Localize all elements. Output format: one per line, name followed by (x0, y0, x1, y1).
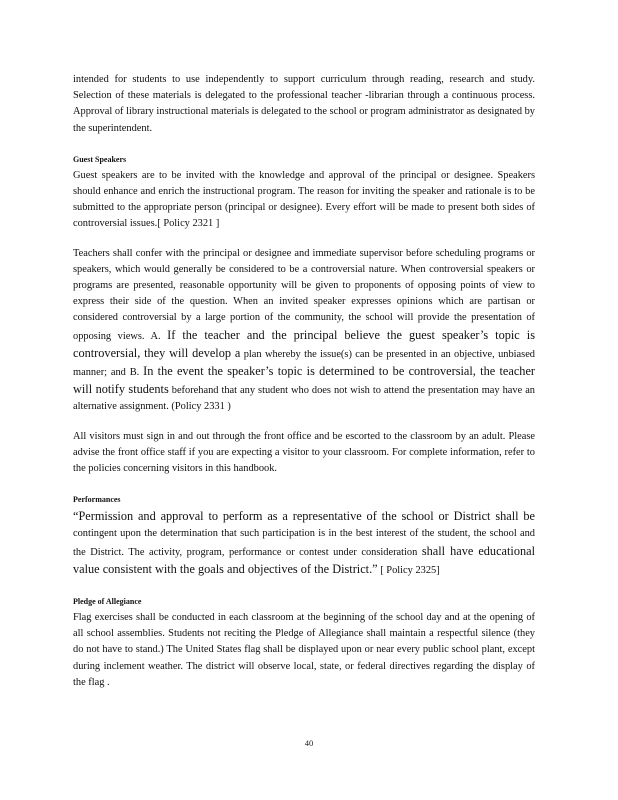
performances-middle: contingent upon the determination that such participation is in the best interest of the student, the school and the District. The activity, program, performance or contest under consideration (73, 528, 535, 558)
guest-speakers-paragraph-2 (73, 246, 535, 416)
pledge-paragraph: Flag exercises shall be conducted in each classroom at the beginning of the school day and at the opening of all school assemblies. Students not reciting the Pledge of Allegiance shall maintain a respectful silence (they do not have to stand.) The United States flag shall be displayed upon or near every public school plant, except during inclement weather. The district will observe local, state, or federal directives regarding the display of the flag . (73, 612, 535, 688)
visitors-paragraph: All visitors must sign in and out through the front office and be escorted to the classroom by an adult. Please advise the front office staff if you are expecting a visitor to your classroom. For complete information, refer to the policies concerning visitors in this handbook. (73, 430, 535, 475)
guest-speakers-paragraph-2-part-a: Teachers shall confer with the principal or designee and immediate supervisor before scheduling programs or speakers, which would generally be considered to be a controversial nature. When controversial speakers or programs are presented, reasonable opportunity will be given to proponents of opposing points of view to express their side of the question. When an invited speaker expresses opinions which are partisan or considered controversial by a large portion of the community, the school will provide the presentation of opposing views. A. (73, 247, 535, 342)
guest-speakers-heading: Guest Speakers (73, 154, 127, 164)
performances-paragraph (73, 508, 535, 579)
guest-speakers-paragraph-1: Guest speakers are to be invited with the knowledge and approval of the principal or designee. Speakers should enhance and enrich the instructional program. The reason for inviting the speaker and rationale is to be submitted to the appropriate person (principal or designee). Every effort will be made to present both sides of controversial issues.[ Policy 2321 ] (73, 169, 535, 230)
document-page (73, 72, 535, 691)
performances-heading: Performances (73, 495, 121, 505)
pledge-heading: Pledge of Allegiance (73, 597, 142, 607)
performances-line-1: “Permission and approval to perform as a representative of the school or District shall be (73, 509, 535, 524)
guest-speakers-paragraph-2-part-c: plan whereby the issue(s) can be presented in an objective, unbiased manner; and B. (73, 348, 536, 379)
performances-line-3: shall have educational value consistent with the goals and objectives of the District.” (73, 543, 536, 576)
page-number: 40 (304, 738, 314, 748)
guest-speakers-paragraph-2-part-b: If the teacher and the principal believe the guest speaker’s topic is controversial, they will develop a (73, 327, 535, 360)
guest-speakers-paragraph-2-part-e: beforehand that any student who does not wish to attend the presentation may have an alternative assignment. (Policy 2331 ) (73, 385, 535, 413)
guest-speakers-paragraph-2-part-d: In the event the speaker’s topic is determined to be controversial, the teacher will notify students (73, 364, 535, 397)
intro-paragraph: intended for students to use independently to support curriculum through reading, research and study. Selection of these materials is delegated to the professional teacher -librarian through a continuous process. Approval of library instructional materials is delegated to the school or program administrator as designated by the superintendent. (73, 74, 535, 134)
performances-policy: [ Policy 2325] (380, 564, 440, 576)
